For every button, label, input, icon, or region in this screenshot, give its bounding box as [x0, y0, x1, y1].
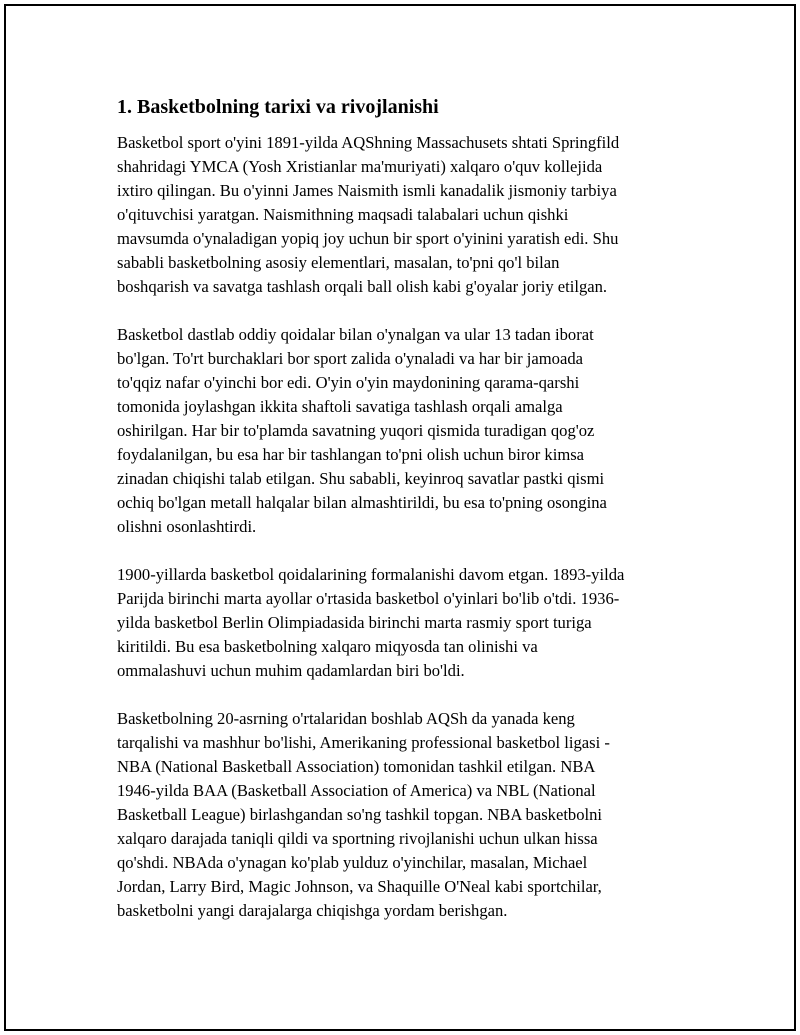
text-line: 1946-yilda BAA (Basketball Association of America) va NBL (National — [117, 781, 596, 800]
document-body — [117, 95, 687, 947]
text-line: Basketbol dastlab oddiy qoidalar bilan o'ynalgan va ular 13 tadan iborat — [117, 325, 594, 344]
text-line: NBA (National Basketball Association) tomonidan tashkil etilgan. NBA — [117, 757, 596, 776]
text-line: o'qituvchisi yaratgan. Naismithning maqsadi talabalari uchun qishki — [117, 205, 569, 224]
text-line: shahridagi YMCA (Yosh Xristianlar ma'muriyati) xalqaro o'quv kollejida — [117, 157, 603, 176]
text-line: to'qqiz nafar o'yinchi bor edi. O'yin o'yin maydonining qarama-qarshi — [117, 373, 580, 392]
text-line: Parijda birinchi marta ayollar o'rtasida basketbol o'yinlari bo'lib o'tdi. 1936- — [117, 589, 620, 608]
text-line: sababli basketbolning asosiy elementlari, masalan, to'pni qo'l bilan — [117, 253, 560, 272]
text-line: bo'lgan. To'rt burchaklari bor sport zalida o'ynaladi va har bir jamoada — [117, 349, 583, 368]
text-line: Jordan, Larry Bird, Magic Johnson, va Shaquille O'Neal kabi sportchilar, — [117, 877, 602, 896]
text-line: mavsumda o'ynaladigan yopiq joy uchun bir sport o'yinini yaratish edi. Shu — [117, 229, 619, 248]
paragraph-1 — [117, 131, 687, 299]
text-line: Basketbol sport o'yini 1891-yilda AQShning Massachusets shtati Springfild — [117, 133, 620, 152]
text-line: tarqalishi va mashhur bo'lishi, Amerikaning professional basketbol ligasi - — [117, 733, 610, 752]
section-heading: 1. Basketbolning tarixi va rivojlanishi — [117, 96, 439, 118]
text-line: foydalanilgan, bu esa har bir tashlangan to'pni olish uchun biror kimsa — [117, 445, 585, 464]
text-line: kiritildi. Bu esa basketbolning xalqaro miqyosda tan olinishi va — [117, 637, 538, 656]
text-line: ixtiro qilingan. Bu o'yinni James Naismith ismli kanadalik jismoniy tarbiya — [117, 181, 617, 200]
text-line: tomonida joylashgan ikkita shaftoli savatiga tashlash orqali amalga — [117, 397, 563, 416]
paragraph-2 — [117, 323, 687, 539]
text-line: qo'shdi. NBAda o'ynagan ko'plab yulduz o'yinchilar, masalan, Michael — [117, 853, 588, 872]
text-line: xalqaro darajada taniqli qildi va sportning rivojlanishi uchun ulkan hissa — [117, 829, 598, 848]
text-line: olishni osonlashtirdi. — [117, 517, 257, 536]
paragraph-3 — [117, 563, 687, 683]
text-line: ommalashuvi uchun muhim qadamlardan biri bo'ldi. — [117, 661, 465, 680]
text-line: Basketbolning 20-asrning o'rtalaridan boshlab AQSh da yanada keng — [117, 709, 575, 728]
text-line: Basketball League) birlashgandan so'ng tashkil topgan. NBA basketbolni — [117, 805, 603, 824]
text-line: zinadan chiqishi talab etilgan. Shu sababli, keyinroq savatlar pastki qismi — [117, 469, 605, 488]
text-line: basketbolni yangi darajalarga chiqishga yordam berishgan. — [117, 901, 508, 920]
text-line: boshqarish va savatga tashlash orqali ball olish kabi g'oyalar joriy etilgan. — [117, 277, 608, 296]
paragraph-4 — [117, 707, 687, 923]
text-line: yilda basketbol Berlin Olimpiadasida birinchi marta rasmiy sport turiga — [117, 613, 592, 632]
text-line: 1900-yillarda basketbol qoidalarining formalanishi davom etgan. 1893-yilda — [117, 565, 625, 584]
text-line: oshirilgan. Har bir to'plamda savatning yuqori qismida turadigan qog'oz — [117, 421, 595, 440]
text-line: ochiq bo'lgan metall halqalar bilan almashtirildi, bu esa to'pning osongina — [117, 493, 607, 512]
